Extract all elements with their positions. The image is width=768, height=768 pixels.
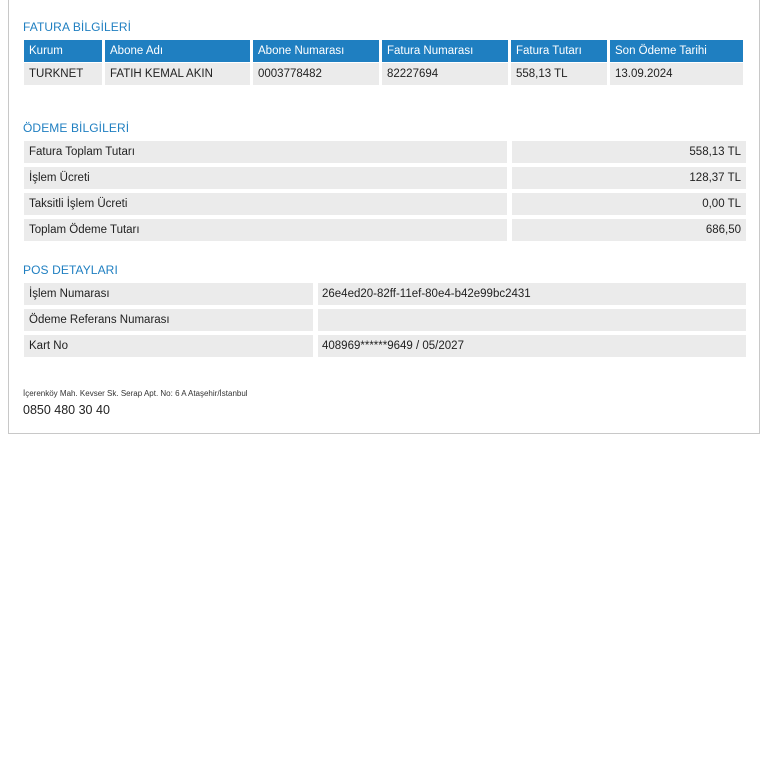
payment-label-islem-ucreti: İşlem Ücreti (24, 167, 507, 189)
payment-label-fatura-toplam: Fatura Toplam Tutarı (24, 141, 507, 163)
pos-label-islem-numarasi: İşlem Numarası (24, 283, 313, 305)
invoice-cell-kurum: TURKNET (24, 63, 102, 85)
payment-label-taksitli-islem-ucreti: Taksitli İşlem Ücreti (24, 193, 507, 215)
invoice-cell-son-odeme-tarihi: 13.09.2024 (610, 63, 743, 85)
invoice-cell-fatura-tutari: 558,13 TL (511, 63, 607, 85)
invoice-header-fatura-tutari: Fatura Tutarı (511, 40, 607, 62)
pos-value-odeme-referans (318, 309, 746, 331)
pos-section-title: POS DETAYLARI (23, 263, 118, 277)
invoice-header-abone-numarasi: Abone Numarası (253, 40, 379, 62)
invoice-header-abone-adi: Abone Adı (105, 40, 250, 62)
pos-row (24, 335, 746, 357)
payment-section-title: ÖDEME BİLGİLERİ (23, 121, 130, 135)
company-phone: 0850 480 30 40 (23, 403, 110, 417)
invoice-cell-abone-numarasi: 0003778482 (253, 63, 379, 85)
pos-value-kart-no: 408969******9649 / 05/2027 (318, 335, 746, 357)
receipt-document (8, 0, 760, 434)
invoice-header-kurum: Kurum (24, 40, 102, 62)
payment-row (24, 141, 746, 163)
payment-value-islem-ucreti: 128,37 TL (512, 167, 746, 189)
payment-row (24, 219, 746, 241)
invoice-table-row (24, 63, 743, 85)
invoice-cell-fatura-numarasi: 82227694 (382, 63, 508, 85)
payment-value-taksitli-islem-ucreti: 0,00 TL (512, 193, 746, 215)
payment-label-toplam-odeme: Toplam Ödeme Tutarı (24, 219, 507, 241)
invoice-header-fatura-numarasi: Fatura Numarası (382, 40, 508, 62)
company-address: İçerenköy Mah. Kevser Sk. Serap Apt. No: 6 A Ataşehir/İstanbul (23, 389, 248, 398)
invoice-cell-abone-adi: FATIH KEMAL AKIN (105, 63, 250, 85)
pos-row (24, 283, 746, 305)
pos-label-kart-no: Kart No (24, 335, 313, 357)
invoice-header-son-odeme-tarihi: Son Ödeme Tarihi (610, 40, 743, 62)
invoice-table-header (24, 40, 743, 62)
pos-row (24, 309, 746, 331)
payment-row (24, 193, 746, 215)
payment-row (24, 167, 746, 189)
payment-value-fatura-toplam: 558,13 TL (512, 141, 746, 163)
pos-label-odeme-referans: Ödeme Referans Numarası (24, 309, 313, 331)
pos-value-islem-numarasi: 26e4ed20-82ff-11ef-80e4-b42e99bc2431 (318, 283, 746, 305)
invoice-section-title: FATURA BİLGİLERİ (23, 20, 132, 34)
payment-value-toplam-odeme: 686,50 (512, 219, 746, 241)
